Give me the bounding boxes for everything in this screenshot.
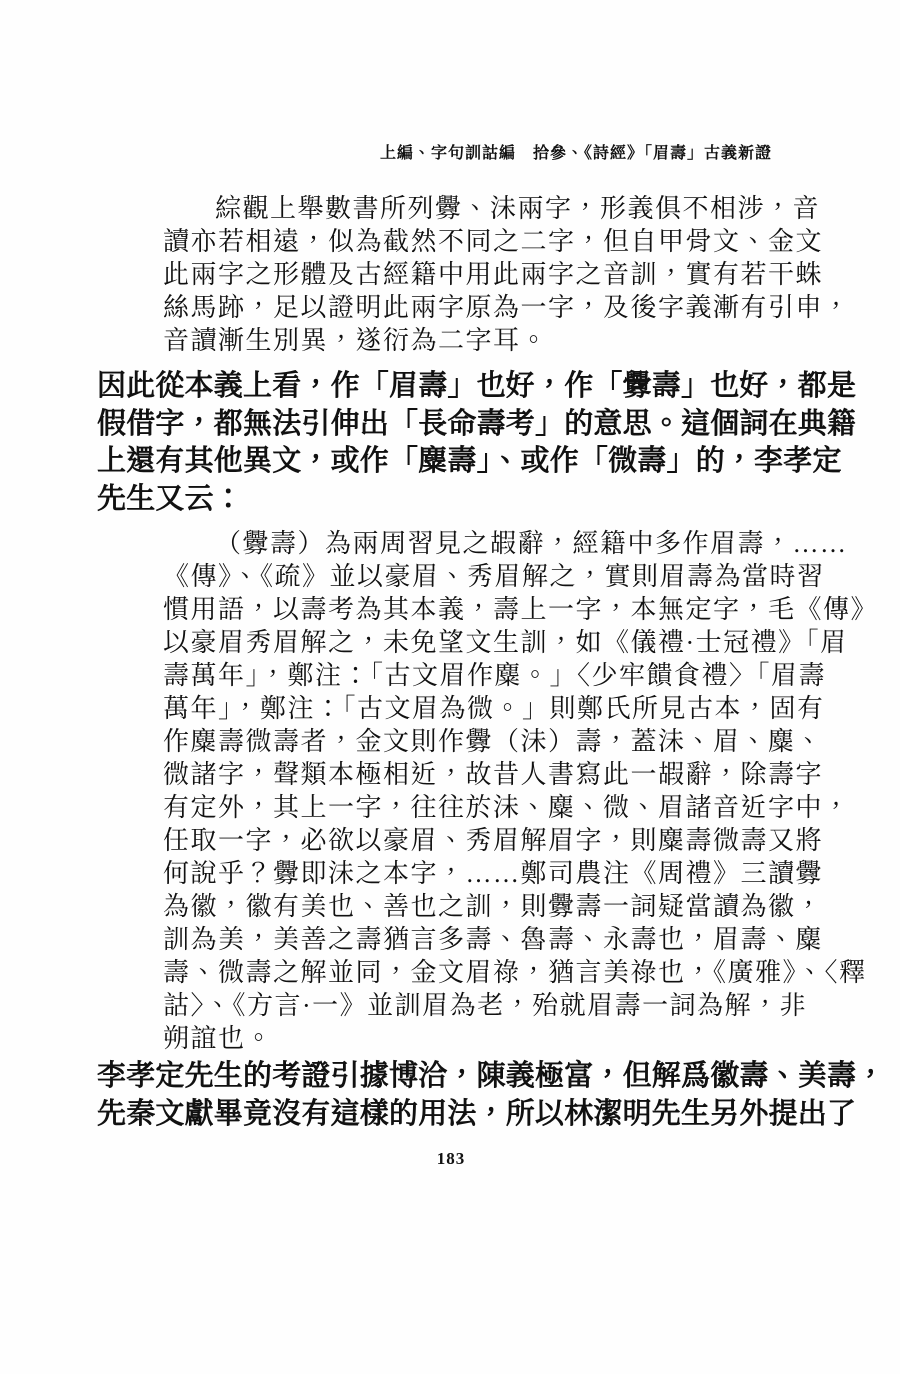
text-line: 上還有其他異文，或作「麋壽」、或作「微壽」的，李孝定 bbox=[97, 445, 842, 477]
text-line: 為徽，徽有美也、善也之訓，則釁壽一詞疑當讀為徽， bbox=[163, 892, 824, 921]
text-line: 假借字，都無法引伸出「長命壽考」的意思。這個詞在典籍 bbox=[97, 407, 857, 440]
text-line: 壽萬年」，鄭注：「古文眉作麋。」〈少牢饋食禮〉「眉壽 bbox=[163, 661, 827, 690]
text-line: 因此從本義上看，作「眉壽」也好，作「釁壽」也好，都是 bbox=[97, 370, 857, 402]
text-line: 微諸字，聲類本極相近，故昔人書寫此一嘏辭，除壽字 bbox=[163, 760, 824, 789]
text-line: 有定外，其上一字，往往於沬、麋、微、眉諸音近字中， bbox=[163, 793, 851, 822]
text-line: 壽、微壽之解並同，金文眉祿，猶言美祿也，《廣雅》、〈釋 bbox=[163, 958, 867, 987]
text-line: 萬年」，鄭注：「古文眉為微。」則鄭氏所見古本，固有 bbox=[163, 694, 825, 723]
text-line: 音讀漸生別異，遂衍為二字耳。 bbox=[163, 326, 549, 355]
text-line: 訓為美，美善之壽猶言多壽、魯壽、永壽也，眉壽、麋 bbox=[163, 925, 824, 954]
text-line: 朔誼也。 bbox=[163, 1024, 274, 1053]
text-line: 此兩字之形體及古經籍中用此兩字之音訓，實有若干蛛 bbox=[163, 260, 824, 289]
text-line: 李孝定先生的考證引據博洽，陳義極富，但解爲徽壽、美壽， bbox=[97, 1060, 886, 1092]
body-paragraph-2 bbox=[97, 1058, 886, 1133]
page-number: 183 bbox=[436, 1149, 466, 1168]
running-header: 上編、字句訓詁編 拾參、《詩經》「眉壽」古義新證 bbox=[379, 145, 772, 162]
text-line: 讀亦若相遠，似為截然不同之二字，但自甲骨文、金文 bbox=[163, 227, 824, 256]
citation-block-summary bbox=[163, 192, 851, 357]
text-line: 何說乎？釁即沬之本字，……鄭司農注《周禮》三讀釁 bbox=[163, 859, 824, 888]
page-content bbox=[0, 143, 900, 1169]
text-line: 絲馬跡，足以證明此兩字原為一字，及後字義漸有引申， bbox=[163, 293, 851, 322]
text-line: 以豪眉秀眉解之，未免望文生訓，如《儀禮·士冠禮》「眉 bbox=[163, 628, 848, 657]
text-line: （釁壽）為兩周習見之嘏辭，經籍中多作眉壽，…… bbox=[215, 529, 848, 558]
body-paragraph-1 bbox=[97, 368, 857, 518]
text-line: 任取一字，必欲以豪眉、秀眉解眉字，則麋壽微壽又將 bbox=[163, 826, 824, 855]
citation-block-li-xiaoding bbox=[163, 527, 879, 1055]
text-line: 先秦文獻畢竟沒有這樣的用法，所以林潔明先生另外提出了 bbox=[97, 1097, 857, 1130]
text-line: 先生又云： bbox=[97, 482, 244, 515]
text-line: 詁〉、《方言·一》並訓眉為老，殆就眉壽一詞為解，非 bbox=[163, 991, 808, 1020]
text-line: 慣用語，以壽考為其本義，壽上一字，本無定字，毛《傳》 bbox=[163, 595, 879, 624]
text-line: 作麋壽微壽者，金文則作釁（沬）壽，蓋沬、眉、麋、 bbox=[163, 727, 824, 756]
text-line: 《傳》、《疏》並以豪眉、秀眉解之，實則眉壽為當時習 bbox=[163, 562, 825, 591]
text-line: 綜觀上舉數書所列釁、沬兩字，形義俱不相涉，音 bbox=[215, 194, 821, 223]
